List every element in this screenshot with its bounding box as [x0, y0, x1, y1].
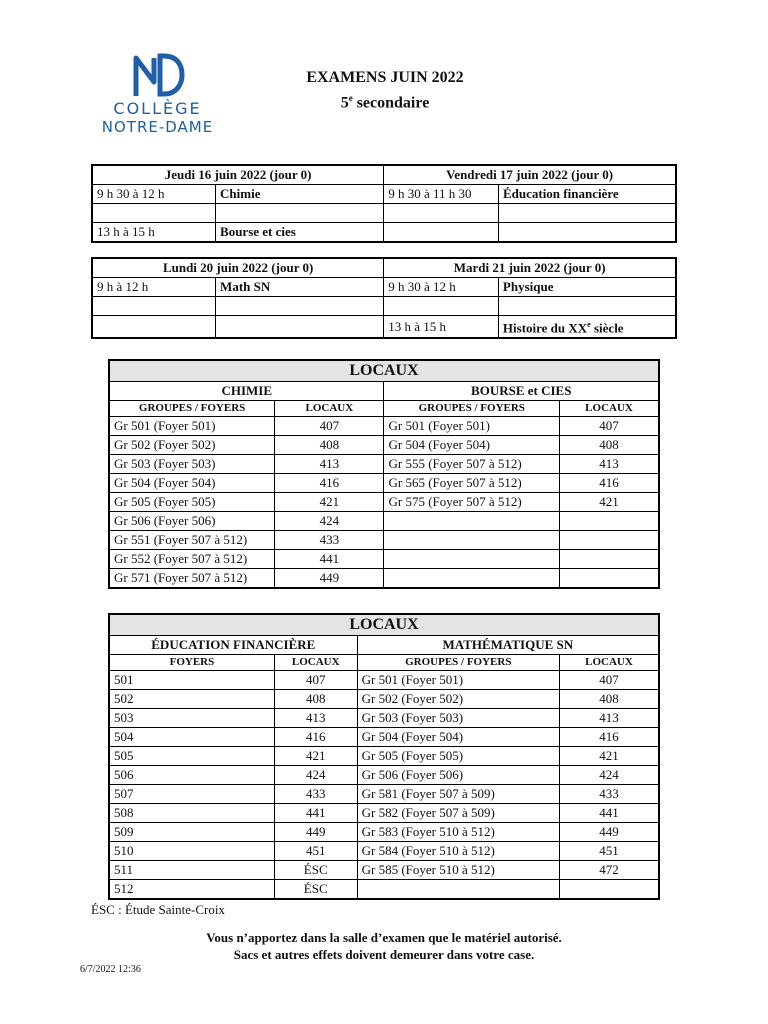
- group-cell: [357, 880, 559, 900]
- column-header-locaux: LOCAUX: [275, 401, 384, 417]
- table-row: [109, 728, 659, 747]
- time-cell: 9 h 30 à 12 h: [384, 278, 499, 297]
- room-cell: 424: [274, 766, 357, 785]
- logo-line2: NOTRE-DAME: [101, 118, 214, 136]
- table-row: [109, 417, 659, 436]
- room-cell: 433: [559, 785, 659, 804]
- table-row: [109, 747, 659, 766]
- day-header-thursday: Jeudi 16 juin 2022 (jour 0): [92, 165, 384, 185]
- room-cell: 408: [274, 690, 357, 709]
- table-row: [109, 569, 659, 589]
- time-cell: [92, 316, 216, 339]
- history-end: siècle: [590, 320, 624, 336]
- group-cell: [384, 512, 560, 531]
- time-cell: [92, 204, 216, 223]
- room-cell: 407: [275, 417, 384, 436]
- table-row: [109, 550, 659, 569]
- group-cell: 510: [109, 842, 274, 861]
- locaux-table-educ-math: [108, 613, 660, 900]
- day-header-tuesday: Mardi 21 juin 2022 (jour 0): [384, 258, 676, 278]
- table-row: [109, 842, 659, 861]
- subject-cell: Physique: [498, 278, 676, 297]
- time-cell: [384, 204, 499, 223]
- subject-header-bourse: BOURSE et CIES: [384, 382, 659, 401]
- subject-cell: Bourse et cies: [216, 223, 384, 243]
- group-cell: Gr 502 (Foyer 502): [357, 690, 559, 709]
- room-cell: 451: [274, 842, 357, 861]
- time-cell: [384, 297, 499, 316]
- locaux-table-chimie-bourse: [108, 359, 660, 589]
- table-row: [92, 185, 676, 204]
- schedule-table-2: [91, 257, 677, 339]
- group-cell: Gr 506 (Foyer 506): [357, 766, 559, 785]
- table-row: [109, 512, 659, 531]
- room-cell: 408: [275, 436, 384, 455]
- group-cell: Gr 501 (Foyer 501): [357, 671, 559, 690]
- table-row: [92, 204, 676, 223]
- room-cell: 416: [274, 728, 357, 747]
- room-cell: 407: [560, 417, 659, 436]
- grade-line: [250, 88, 520, 113]
- room-cell: ÉSC: [274, 861, 357, 880]
- group-cell: Gr 505 (Foyer 505): [357, 747, 559, 766]
- subject-header-chimie: CHIMIE: [109, 382, 384, 401]
- subject-cell: Math SN: [216, 278, 384, 297]
- room-cell: 416: [275, 474, 384, 493]
- group-cell: Gr 585 (Foyer 510 à 512): [357, 861, 559, 880]
- group-cell: Gr 571 (Foyer 507 à 512): [109, 569, 275, 589]
- table-row: [109, 880, 659, 900]
- table-row: [109, 474, 659, 493]
- room-cell: 413: [274, 709, 357, 728]
- subject-header-education: ÉDUCATION FINANCIÈRE: [109, 636, 357, 655]
- group-cell: 505: [109, 747, 274, 766]
- room-cell: 416: [559, 728, 659, 747]
- room-cell: 424: [559, 766, 659, 785]
- group-cell: Gr 504 (Foyer 504): [357, 728, 559, 747]
- nd-logo-icon: [130, 52, 186, 98]
- room-cell: 441: [559, 804, 659, 823]
- group-cell: [384, 569, 560, 589]
- group-cell: Gr 506 (Foyer 506): [109, 512, 275, 531]
- group-cell: 511: [109, 861, 274, 880]
- time-cell: 9 h 30 à 11 h 30: [384, 185, 499, 204]
- history-sup: e: [587, 320, 591, 329]
- table-row: [109, 531, 659, 550]
- grade-number: 5: [340, 94, 349, 112]
- table-row: [92, 223, 676, 243]
- group-cell: Gr 501 (Foyer 501): [384, 417, 560, 436]
- room-cell: 408: [560, 436, 659, 455]
- room-cell: 421: [559, 747, 659, 766]
- esc-note: ÉSC : Étude Sainte-Croix: [91, 902, 225, 917]
- locaux1-rows: [109, 417, 659, 589]
- room-cell: [559, 880, 659, 900]
- logo-line1: COLLÈGE: [113, 99, 202, 118]
- subject-cell: [216, 204, 384, 223]
- locaux-title: LOCAUX: [109, 614, 659, 636]
- group-cell: 502: [109, 690, 274, 709]
- history-subject-cell: [498, 316, 676, 339]
- column-header-groups: GROUPES / FOYERS: [384, 401, 560, 417]
- group-cell: Gr 555 (Foyer 507 à 512): [384, 455, 560, 474]
- group-cell: Gr 552 (Foyer 507 à 512): [109, 550, 275, 569]
- day-header-friday: Vendredi 17 juin 2022 (jour 0): [384, 165, 676, 185]
- time-cell: 9 h à 12 h: [92, 278, 216, 297]
- column-header-locaux: LOCAUX: [559, 655, 659, 671]
- time-cell: [384, 223, 499, 243]
- table-row: [109, 436, 659, 455]
- room-cell: 413: [275, 455, 384, 474]
- group-cell: 503: [109, 709, 274, 728]
- group-cell: 506: [109, 766, 274, 785]
- table-row: [109, 766, 659, 785]
- subject-cell: Chimie: [216, 185, 384, 204]
- time-cell: 13 h à 15 h: [384, 316, 499, 339]
- room-cell: [560, 531, 659, 550]
- subject-cell: [216, 316, 384, 339]
- room-cell: 413: [559, 709, 659, 728]
- subject-cell: [498, 223, 676, 243]
- group-cell: 509: [109, 823, 274, 842]
- table-row: [109, 823, 659, 842]
- group-cell: Gr 503 (Foyer 503): [109, 455, 275, 474]
- history-main: Histoire du XX: [502, 320, 588, 336]
- column-header-foyers: FOYERS: [109, 655, 274, 671]
- table-row: [109, 804, 659, 823]
- group-cell: Gr 582 (Foyer 507 à 509): [357, 804, 559, 823]
- room-cell: 441: [274, 804, 357, 823]
- group-cell: Gr 504 (Foyer 504): [384, 436, 560, 455]
- group-cell: 501: [109, 671, 274, 690]
- table-row: [92, 278, 676, 297]
- group-cell: [384, 550, 560, 569]
- room-cell: [560, 512, 659, 531]
- group-cell: [384, 531, 560, 550]
- room-cell: 449: [275, 569, 384, 589]
- room-cell: 424: [275, 512, 384, 531]
- group-cell: Gr 504 (Foyer 504): [109, 474, 275, 493]
- schedule-table-1: [91, 164, 677, 243]
- locaux-title: LOCAUX: [109, 360, 659, 382]
- footer-line-1: Vous n’apportez dans la salle d’examen que le matériel autorisé.: [206, 930, 562, 945]
- table-row: [109, 861, 659, 880]
- subject-cell: [498, 297, 676, 316]
- column-header-locaux: LOCAUX: [274, 655, 357, 671]
- subject-cell: [216, 297, 384, 316]
- table-row: [109, 690, 659, 709]
- room-cell: [560, 569, 659, 589]
- group-cell: Gr 502 (Foyer 502): [109, 436, 275, 455]
- table-row: [109, 785, 659, 804]
- column-header-locaux: LOCAUX: [560, 401, 659, 417]
- room-cell: 433: [275, 531, 384, 550]
- group-cell: Gr 551 (Foyer 507 à 512): [109, 531, 275, 550]
- table-row: [92, 316, 676, 339]
- subject-header-math: MATHÉMATIQUE SN: [357, 636, 659, 655]
- room-cell: 433: [274, 785, 357, 804]
- room-cell: ÉSC: [274, 880, 357, 900]
- group-cell: Gr 584 (Foyer 510 à 512): [357, 842, 559, 861]
- group-cell: Gr 581 (Foyer 507 à 509): [357, 785, 559, 804]
- room-cell: 407: [274, 671, 357, 690]
- locaux2-rows: [109, 671, 659, 900]
- group-cell: 507: [109, 785, 274, 804]
- time-cell: 9 h 30 à 12 h: [92, 185, 216, 204]
- group-cell: Gr 501 (Foyer 501): [109, 417, 275, 436]
- group-cell: Gr 503 (Foyer 503): [357, 709, 559, 728]
- table-row: [109, 671, 659, 690]
- room-cell: 413: [560, 455, 659, 474]
- day-header-monday: Lundi 20 juin 2022 (jour 0): [92, 258, 384, 278]
- group-cell: 504: [109, 728, 274, 747]
- room-cell: 449: [274, 823, 357, 842]
- room-cell: 421: [274, 747, 357, 766]
- group-cell: Gr 575 (Foyer 507 à 512): [384, 493, 560, 512]
- subject-cell: Éducation financière: [498, 185, 676, 204]
- group-cell: Gr 505 (Foyer 505): [109, 493, 275, 512]
- time-cell: 13 h à 15 h: [92, 223, 216, 243]
- room-cell: 441: [275, 550, 384, 569]
- exam-title: EXAMENS JUIN 2022: [306, 69, 464, 86]
- room-cell: 421: [275, 493, 384, 512]
- room-cell: [560, 550, 659, 569]
- room-cell: 421: [560, 493, 659, 512]
- table-row: [109, 709, 659, 728]
- table-row: [109, 493, 659, 512]
- group-cell: 508: [109, 804, 274, 823]
- room-cell: 451: [559, 842, 659, 861]
- room-cell: 416: [560, 474, 659, 493]
- column-header-groups: GROUPES / FOYERS: [109, 401, 275, 417]
- group-cell: Gr 565 (Foyer 507 à 512): [384, 474, 560, 493]
- table-row: [109, 455, 659, 474]
- grade-sup: e: [348, 93, 353, 103]
- group-cell: 512: [109, 880, 274, 900]
- room-cell: 408: [559, 690, 659, 709]
- grade-text: secondaire: [352, 94, 430, 112]
- column-header-groups: GROUPES / FOYERS: [357, 655, 559, 671]
- page-title: [250, 68, 520, 113]
- time-cell: [92, 297, 216, 316]
- group-cell: Gr 583 (Foyer 510 à 512): [357, 823, 559, 842]
- room-cell: 472: [559, 861, 659, 880]
- footer-line-2: Sacs et autres effets doivent demeurer dans votre case.: [233, 947, 535, 962]
- room-cell: 407: [559, 671, 659, 690]
- print-date: 6/7/2022 12:36: [80, 964, 141, 975]
- college-logo: [90, 52, 225, 137]
- table-row: [92, 297, 676, 316]
- room-cell: 449: [559, 823, 659, 842]
- subject-cell: [498, 204, 676, 223]
